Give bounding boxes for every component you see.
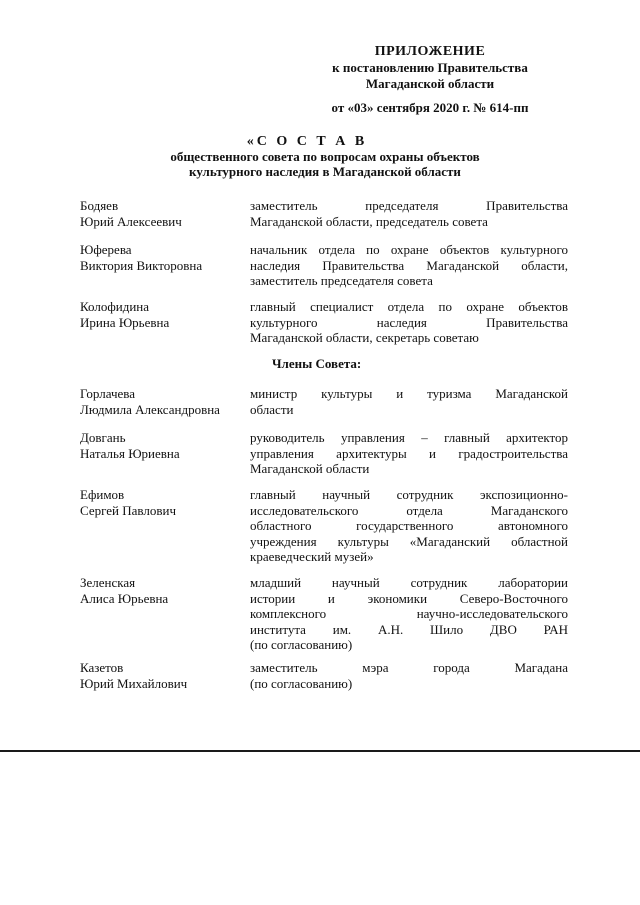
appendix-header [300,44,560,116]
person-surname: Ефимов [80,487,125,502]
position-line: (по согласованию) [250,675,353,691]
position-line: института им. А.Н. Шило ДВО РАН [250,621,568,637]
person-given-name: Людмила Александровна [80,401,220,417]
position-line: наследия Правительства Магаданской области, [250,257,568,273]
appendix-line-1: к постановлению Правительства [332,60,528,75]
person-position [250,487,568,565]
position-line: учреждения культуры «Магаданский областной [250,533,568,549]
person-given-name: Алиса Юрьевна [80,590,169,606]
person-surname: Юферева [80,242,132,257]
person-surname: Колофидина [80,299,150,314]
person-given-name: Виктория Викторовна [80,257,203,273]
person-name [80,430,250,461]
person-name [80,487,250,518]
person-position [250,430,568,477]
members-section-title: Члены Совета: [272,356,362,371]
position-line: (по согласованию) [250,637,353,653]
appendix-line-2: Магаданской области [365,76,495,91]
composition-heading [90,134,560,179]
heading-line-1: общественного совета по вопросам охраны объектов [170,149,480,164]
position-line: Магаданской области [250,461,370,477]
person-position [250,386,568,417]
person-position [250,198,568,229]
appendix-line-3: от «03» сентября 2020 г. № 614-пп [331,100,529,115]
position-line: комплексного научно-исследовательского [250,606,568,622]
position-line: культурного наследия Правительства [250,314,568,330]
person-surname: Зеленская [80,575,136,590]
position-line: исследовательского отдела Магаданского [250,502,568,518]
person-surname: Довгань [80,430,126,445]
position-line: управления архитектуры и градостроительства [250,445,568,461]
person-name [80,299,250,330]
person-position [250,242,568,289]
position-line: областного государственного автономного [250,518,568,534]
person-surname: Горлачева [80,386,135,401]
position-line: заместитель председателя Правительства [250,198,568,213]
position-line: Магаданской области, секретарь советаю [250,330,479,346]
person-position [250,575,568,653]
position-line: руководитель управления – главный архитектор [250,430,568,445]
person-name [80,660,250,691]
heading-main: «С О С Т А В [246,134,368,149]
position-line: Магаданской области, председатель совета [250,213,488,229]
person-given-name: Ирина Юрьевна [80,314,170,330]
position-line: младший научный сотрудник лаборатории [250,575,568,590]
person-surname: Бодяев [80,198,119,213]
person-position [250,660,568,691]
person-name [80,198,250,229]
page-bottom-rule [0,750,640,752]
position-line: краеведческий музей» [250,549,374,565]
appendix-title: ПРИЛОЖЕНИЕ [374,44,486,59]
position-line: области [250,401,294,417]
person-surname: Казетов [80,660,124,675]
position-line: начальник отдела по охране объектов культурного [250,242,568,257]
person-name [80,242,250,273]
person-given-name: Наталья Юриевна [80,445,180,461]
position-line: истории и экономики Северо-Восточного [250,590,568,606]
position-line: заместитель председателя совета [250,273,433,289]
position-line: главный специалист отдела по охране объектов [250,299,568,314]
position-line: заместитель мэра города Магадана [250,660,568,675]
position-line: министр культуры и туризма Магаданской [250,386,568,401]
person-name [80,386,250,417]
heading-line-2: культурного наследия в Магаданской области [189,164,461,179]
person-given-name: Юрий Михайлович [80,675,188,691]
person-position [250,299,568,346]
person-given-name: Юрий Алексеевич [80,213,182,229]
person-given-name: Сергей Павлович [80,502,176,518]
position-line: главный научный сотрудник экспозиционно- [250,487,568,502]
person-name [80,575,250,606]
